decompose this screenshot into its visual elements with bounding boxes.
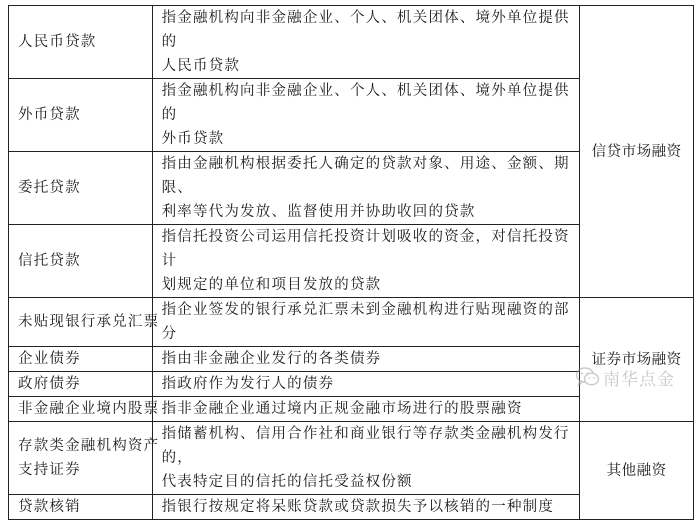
definition-line: 指信托投资公司运用信托投资计划吸收的资金，对信托投资计 [161,229,570,269]
definition-line: 人民币贷款 [161,58,241,74]
definition-cell [152,79,580,152]
definition-cell [152,6,580,79]
definition-cell [152,225,580,298]
definition-line: 指金融机构向非金融企业、个人、机关团体、境外单位提供的 [161,10,570,50]
definition-cell: 指由非金融企业发行的各类债券 [152,347,580,372]
definition-cell: 指企业签发的银行承兑汇票未到金融机构进行贴现融资的部分 [152,298,580,347]
definition-line: 利率等代为发放、监督使用并协助收回的贷款 [161,204,476,220]
definition-line: 指储蓄机构、信用合作社和商业银行等存款类金融机构发行的， [161,426,570,466]
definition-line: 代表特定目的信托的信托受益权份额 [161,474,413,490]
financing-categories-table [8,5,694,520]
term-cell: 信托贷款 [9,225,153,298]
watermark-text: 南华点金 [603,369,675,390]
term-cell: 企业债券 [9,347,153,372]
term-line: 存款类金融机构资产 [18,438,160,454]
definition-cell: 指银行按规定将呆账贷款或贷款损失予以核销的一种制度 [152,495,580,520]
term-cell: 未贴现银行承兑汇票 [9,298,153,347]
term-cell: 政府债券 [9,372,153,397]
definition-cell: 指非金融企业通过境内正规金融市场进行的股票融资 [152,397,580,422]
category-cell-credit-market: 信贷市场融资 [580,6,694,298]
term-cell: 外币贷款 [9,79,153,152]
term-line: 支持证券 [18,462,81,478]
category-cell-securities-market: 证券市场融资 [580,298,694,422]
definition-line: 划规定的单位和项目发放的贷款 [161,277,382,293]
definition-cell: 指政府作为发行人的债券 [152,372,580,397]
table-row [9,422,694,495]
category-cell-other: 其他融资 [580,422,694,520]
definition-cell [152,422,580,495]
term-cell [9,422,160,495]
term-cell: 非金融企业境内股票 [9,397,153,422]
term-cell: 人民币贷款 [9,6,153,79]
table-row [9,6,694,79]
definition-line: 指由金融机构根据委托人确定的贷款对象、用途、金额、期限、 [161,156,570,196]
definition-cell [152,152,580,225]
term-cell: 委托贷款 [9,152,153,225]
term-cell: 贷款核销 [9,495,153,520]
definition-line: 指金融机构向非金融企业、个人、机关团体、境外单位提供的 [161,83,570,123]
definition-line: 外币贷款 [161,131,225,147]
table-row [9,298,694,347]
